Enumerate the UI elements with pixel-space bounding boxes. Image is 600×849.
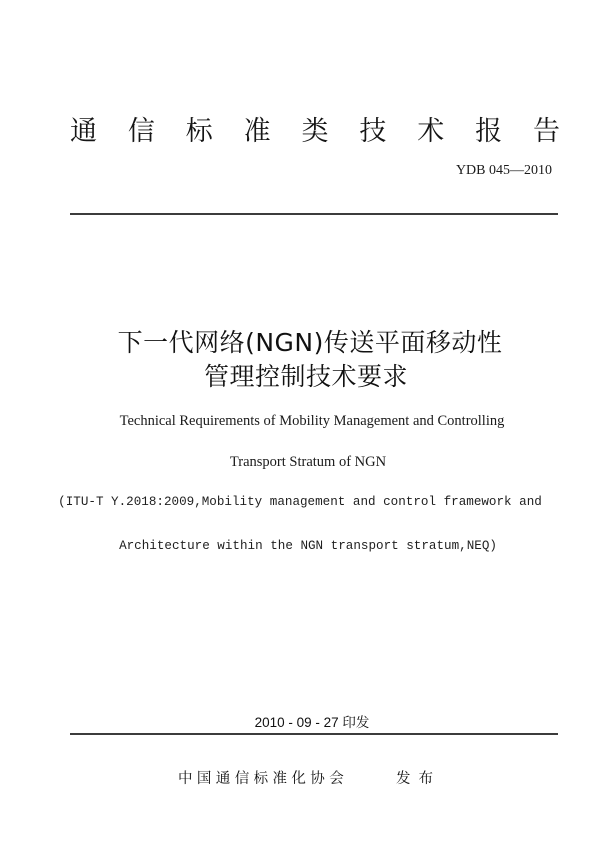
report-type-char: 信 bbox=[127, 116, 155, 147]
chinese-title-line-1: 下一代网络(NGN)传送平面移动性 bbox=[117, 328, 503, 357]
english-title-line-2: Transport Stratum of NGN bbox=[229, 454, 387, 470]
report-type-char: 准 bbox=[243, 116, 271, 147]
report-type-char: 标 bbox=[185, 116, 213, 147]
report-type-char: 术 bbox=[417, 116, 445, 147]
reference-standard-line-1: (ITU-T Y.2018:2009,Mobility management and control framework and bbox=[58, 495, 542, 509]
publish-label: 发布 bbox=[396, 771, 441, 787]
print-date: 2010 - 09 - 27 印发 bbox=[254, 715, 370, 730]
publisher-name: 中国通信标准化协会 bbox=[178, 771, 349, 787]
top-divider bbox=[70, 213, 558, 215]
bottom-divider bbox=[70, 733, 558, 735]
document-number: YDB 045—2010 bbox=[455, 163, 552, 178]
report-type-char: 类 bbox=[301, 116, 329, 147]
report-type-char: 告 bbox=[533, 116, 560, 147]
report-type-char: 通 bbox=[70, 116, 97, 147]
chinese-title-line-2: 管理控制技术要求 bbox=[203, 362, 408, 391]
report-type-char: 报 bbox=[475, 116, 503, 147]
report-type-char: 技 bbox=[359, 116, 387, 147]
english-title-line-1: Technical Requirements of Mobility Management and Controlling bbox=[119, 413, 505, 429]
reference-standard-line-2: Architecture within the NGN transport stratum,NEQ) bbox=[119, 539, 497, 553]
report-type-heading bbox=[70, 112, 560, 152]
